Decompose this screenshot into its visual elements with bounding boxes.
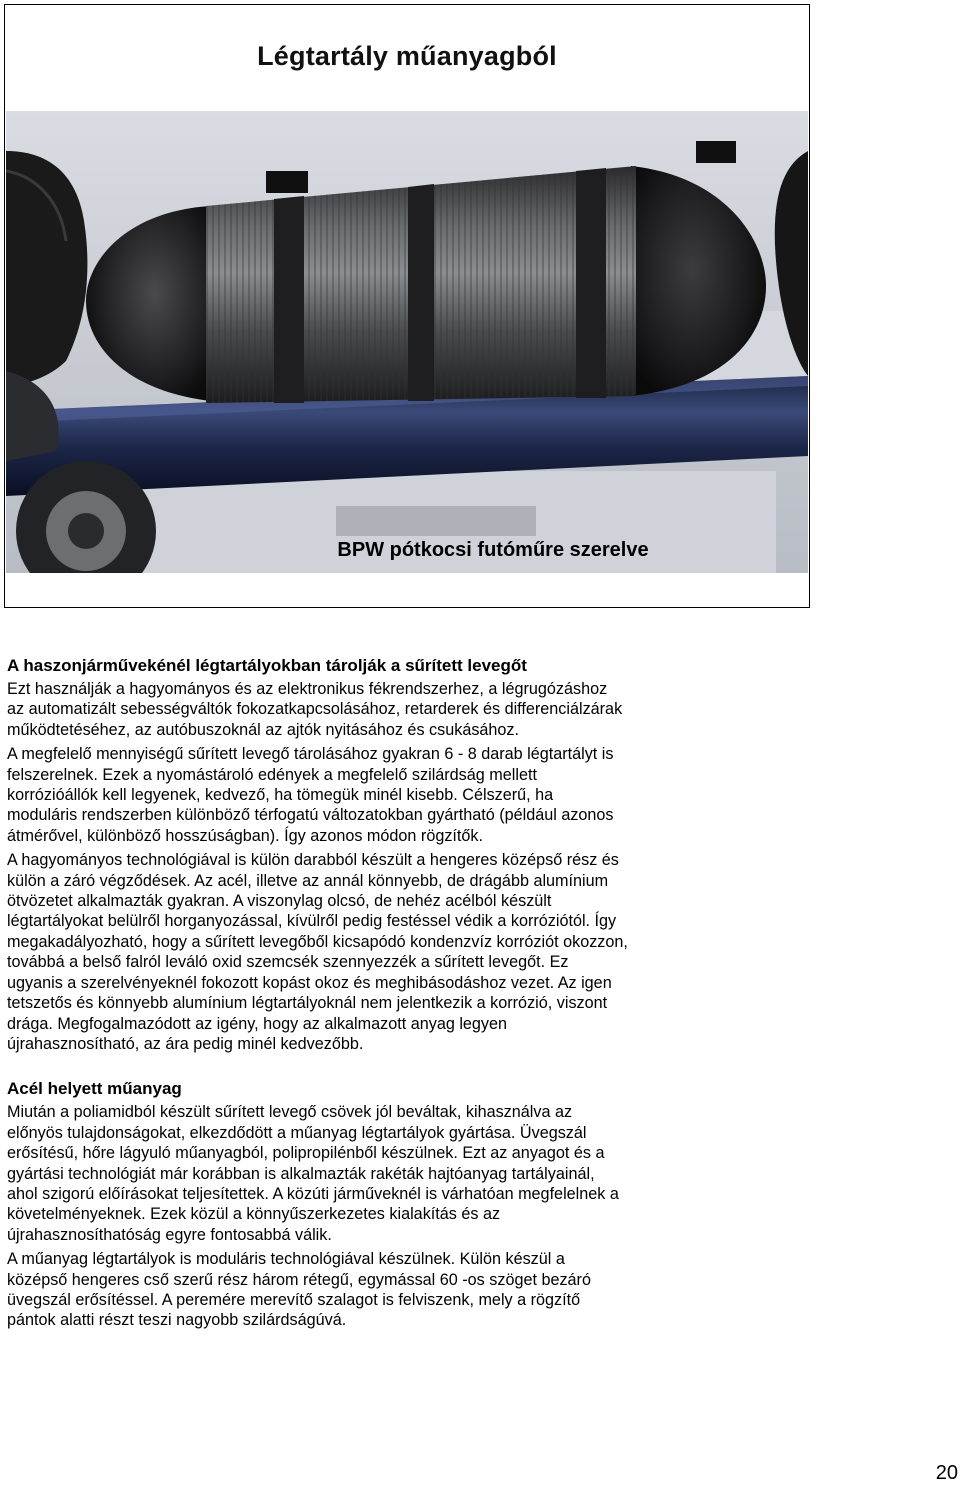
photo-caption: BPW pótkocsi futóműre szerelve (337, 539, 649, 561)
text-line: A megfelelő mennyiségű sűrített levegő tárolásához gyakran 6 - 8 darab légtartályt is (7, 745, 614, 764)
text-line: ötvözetet alkalmazták gyakran. A viszonylag olcsó, de nehéz acélból készült (7, 892, 552, 911)
text-line: külön a záró végződések. Az acél, illetve az annál könnyebb, de drágább alumínium (7, 871, 609, 890)
paragraph (7, 850, 807, 1054)
text-line: üvegszál erősítéssel. A peremére merevítő szalagot is felviszenk, mely a rögzítő (7, 1290, 581, 1309)
text-line: Ezt használják a hagyományos és az elektronikus fékrendszerhez, a légrugózáshoz (7, 680, 608, 698)
paragraph (7, 744, 807, 846)
text-line: moduláris rendszerben különböző térfogatú változatokban gyártható (például azonos (7, 806, 614, 825)
text-line: az automatizált sebességváltók fokozatkapcsolásához, retarderek és differenciálzárak (7, 700, 623, 719)
section-heading: A haszonjárművekénél légtartályokban tárolják a sűrített levegőt (7, 656, 527, 675)
text-line: felszerelnek. Ezek a nyomástároló edények a megfelelő szilárdság mellett (7, 765, 537, 784)
text-line: tetszetős és könnyebb alumínium légtartályoknál nem jelentkezik a korrózió, viszont (7, 994, 608, 1013)
text-line: Miután a poliamidból készült sűrített levegő csövek jól beváltak, kihasználva az (7, 1103, 573, 1122)
text-line: újrahasznosíthatóság egyre fontosabbá válik. (7, 1225, 332, 1244)
text-line: drága. Megfogalmazódott az igény, hogy az alkalmazott anyag legyen (7, 1014, 508, 1033)
text-line: légtartályokat belülről horganyozással, kívülről pedig festéssel védik a korróziótól. Így (7, 912, 617, 931)
paragraph (7, 1102, 807, 1245)
slide-title: Légtartály műanyagból (257, 41, 557, 71)
section-plastic (7, 1078, 807, 1330)
document-body (7, 655, 807, 1335)
text-line: korrózióállók kell legyenek, kedvező, ha tömegük minél kisebb. Célszerű, ha (7, 786, 554, 805)
text-line: ahol szigorú előírásokat teljesítettek. A közúti járműveknél is várhatóan megfelelnek a (7, 1184, 619, 1203)
text-line: középső hengeres cső szerű rész három rétegű, egymással 60 -os szöget bezáró (7, 1270, 591, 1289)
text-line: megakadályozható, hogy a sűrített levegőből kicsapódó kondenzvíz korróziót okozzon, (7, 932, 628, 951)
paragraph (7, 1249, 807, 1331)
text-line: A műanyag légtartályok is moduláris technológiával készülnek. Külön készül a (7, 1250, 565, 1269)
slide-frame (4, 4, 810, 608)
text-line: gyártási technológiát már korábban is alkalmazták rakéták hajtóanyag tartályainál, (7, 1164, 595, 1183)
text-line: követelményeknek. Ezek közül a könnyűszerkezetes kialakítás és az (7, 1205, 501, 1224)
text-line: működtetéséhez, az autóbuszoknál az ajtók nyitásához és csukásához. (7, 720, 520, 739)
text-line: átmérővel, különböző hosszúságban). Így azonos módon rögzítők. (7, 826, 484, 845)
text-line: erősítésű, hőre lágyuló műanyagból, polipropilénből készülnek. Ezt az anyagot és a (7, 1144, 605, 1163)
paragraph (7, 679, 807, 740)
text-line: újrahasznosítható, az ára pedig minél kedvezőbb. (7, 1034, 364, 1053)
air-tank-photo (6, 111, 808, 573)
text-line: pántok alatti részt teszi nagyobb szilárdságúvá. (7, 1311, 347, 1330)
text-line: előnyös tulajdonságokat, elkezdődött a műanyag légtartályok gyártása. Üvegszál (7, 1123, 587, 1142)
section-heading: Acél helyett műanyag (7, 1079, 182, 1099)
text-line: ugyanis a szerelvényeknél fokozott kopást okoz és meghibásodáshoz vezet. Az igen (7, 973, 612, 992)
page-number: 20 (935, 1462, 958, 1484)
text-line: továbbá a belső falról leváló oxid szemcsék szennyezzék a sűrített levegőt. Ez (7, 953, 569, 972)
text-line: A hagyományos technológiával is külön darabból készült a hengeres középső rész és (7, 851, 619, 870)
